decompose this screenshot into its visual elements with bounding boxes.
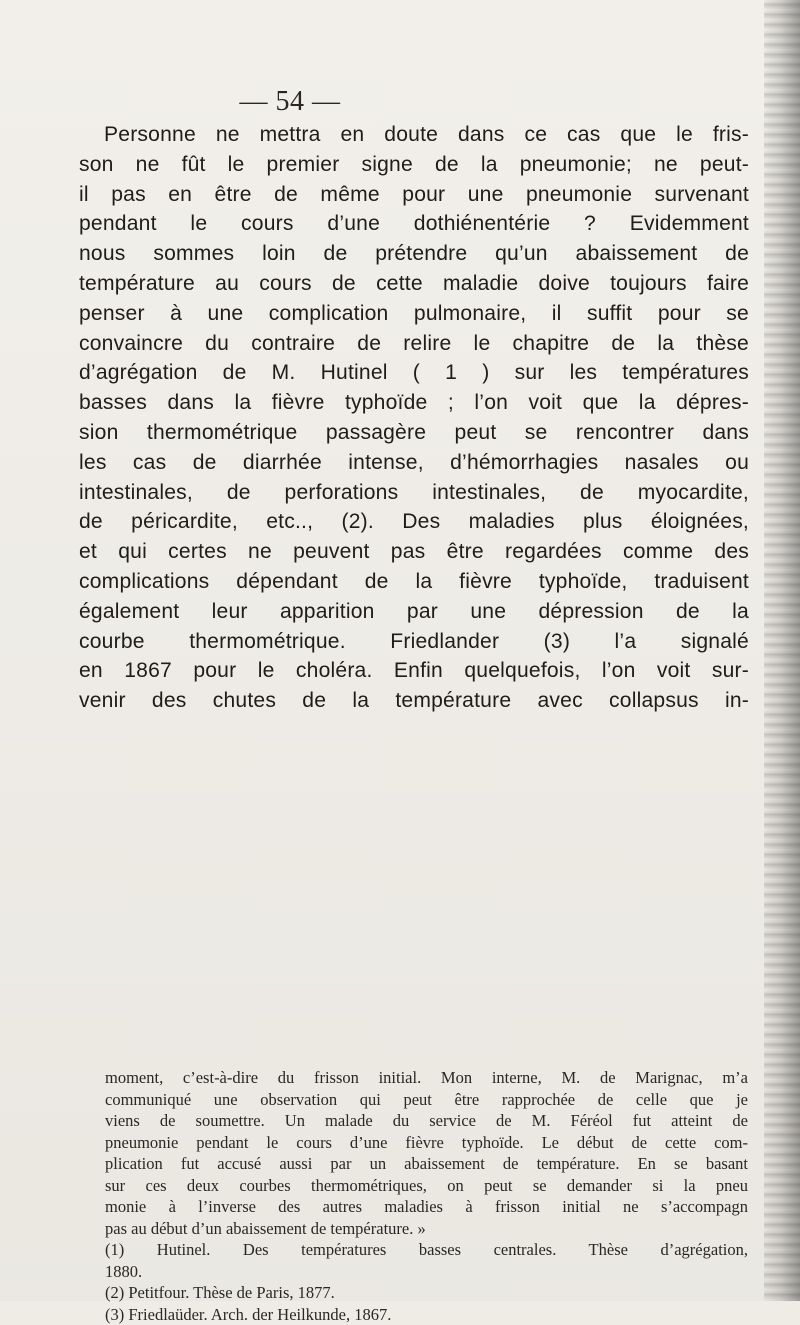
- book-binding-edge: [764, 0, 800, 1301]
- footnote-2: (2) Petitfour. Thèse de Paris, 1877.: [105, 1282, 748, 1304]
- main-text-line: en 1867 pour le choléra. Enfin quelquefois, l’on voit sur-: [79, 656, 749, 686]
- main-text-line: également leur apparition par une dépression de la: [79, 597, 749, 627]
- main-text-line: venir des chutes de la température avec collapsus in-: [79, 686, 749, 716]
- main-text-line: convaincre du contraire de relire le chapitre de la thèse: [79, 329, 749, 359]
- notes-section: [105, 1067, 748, 1325]
- page-number: — 54 —: [0, 86, 580, 118]
- main-paragraph: [79, 120, 749, 716]
- main-text-line: de péricardite, etc.., (2). Des maladies plus éloignées,: [79, 507, 749, 537]
- main-text-line: pendant le cours d’une dothiénentérie ? Evidemment: [79, 209, 749, 239]
- main-text-line: nous sommes loin de prétendre qu’un abaissement de: [79, 239, 749, 269]
- note-continuation-line: pneumonie pendant le cours d’une fièvre typhoïde. Le début de cette com-: [105, 1132, 748, 1154]
- footnote-1-year: 1880.: [105, 1261, 748, 1283]
- main-text-line: les cas de diarrhée intense, d’hémorrhagies nasales ou: [79, 448, 749, 478]
- main-text-line: Personne ne mettra en doute dans ce cas que le fris-: [79, 120, 749, 150]
- footnote-1: (1) Hutinel. Des températures basses centrales. Thèse d’agrégation,: [105, 1239, 748, 1261]
- footnote-3: (3) Friedlaüder. Arch. der Heilkunde, 1867.: [105, 1304, 748, 1325]
- main-text-line: courbe thermométrique. Friedlander (3) l’a signalé: [79, 627, 749, 657]
- note-continuation-line: monie à l’inverse des autres maladies à frisson initial ne s’accompagn: [105, 1196, 748, 1218]
- main-text-line: basses dans la fièvre typhoïde ; l’on voit que la dépres-: [79, 388, 749, 418]
- main-text-line: penser à une complication pulmonaire, il suffit pour se: [79, 299, 749, 329]
- main-text-line: son ne fût le premier signe de la pneumonie; ne peut-: [79, 150, 749, 180]
- main-text-line: sion thermométrique passagère peut se rencontrer dans: [79, 418, 749, 448]
- note-continuation-line: sur ces deux courbes thermométriques, on peut se demander si la pneu: [105, 1175, 748, 1197]
- main-text-line: d’agrégation de M. Hutinel ( 1 ) sur les températures: [79, 358, 749, 388]
- note-continuation-line: communiqué une observation qui peut être rapprochée de celle que je: [105, 1089, 748, 1111]
- main-text-line: complications dépendant de la fièvre typhoïde, traduisent: [79, 567, 749, 597]
- main-text-line: et qui certes ne peuvent pas être regardées comme des: [79, 537, 749, 567]
- note-continuation-line: moment, c’est-à-dire du frisson initial. Mon interne, M. de Marignac, m’a: [105, 1067, 748, 1089]
- main-text-line: température au cours de cette maladie doive toujours faire: [79, 269, 749, 299]
- note-continuation-line: viens de soumettre. Un malade du service de M. Féréol fut atteint de: [105, 1110, 748, 1132]
- note-continuation-line: plication fut accusé aussi par un abaissement de température. En se basant: [105, 1153, 748, 1175]
- main-text-line: intestinales, de perforations intestinales, de myocardite,: [79, 478, 749, 508]
- main-text-line: il pas en être de même pour une pneumonie survenant: [79, 180, 749, 210]
- note-continuation-line: pas au début d’un abaissement de température. »: [105, 1218, 748, 1240]
